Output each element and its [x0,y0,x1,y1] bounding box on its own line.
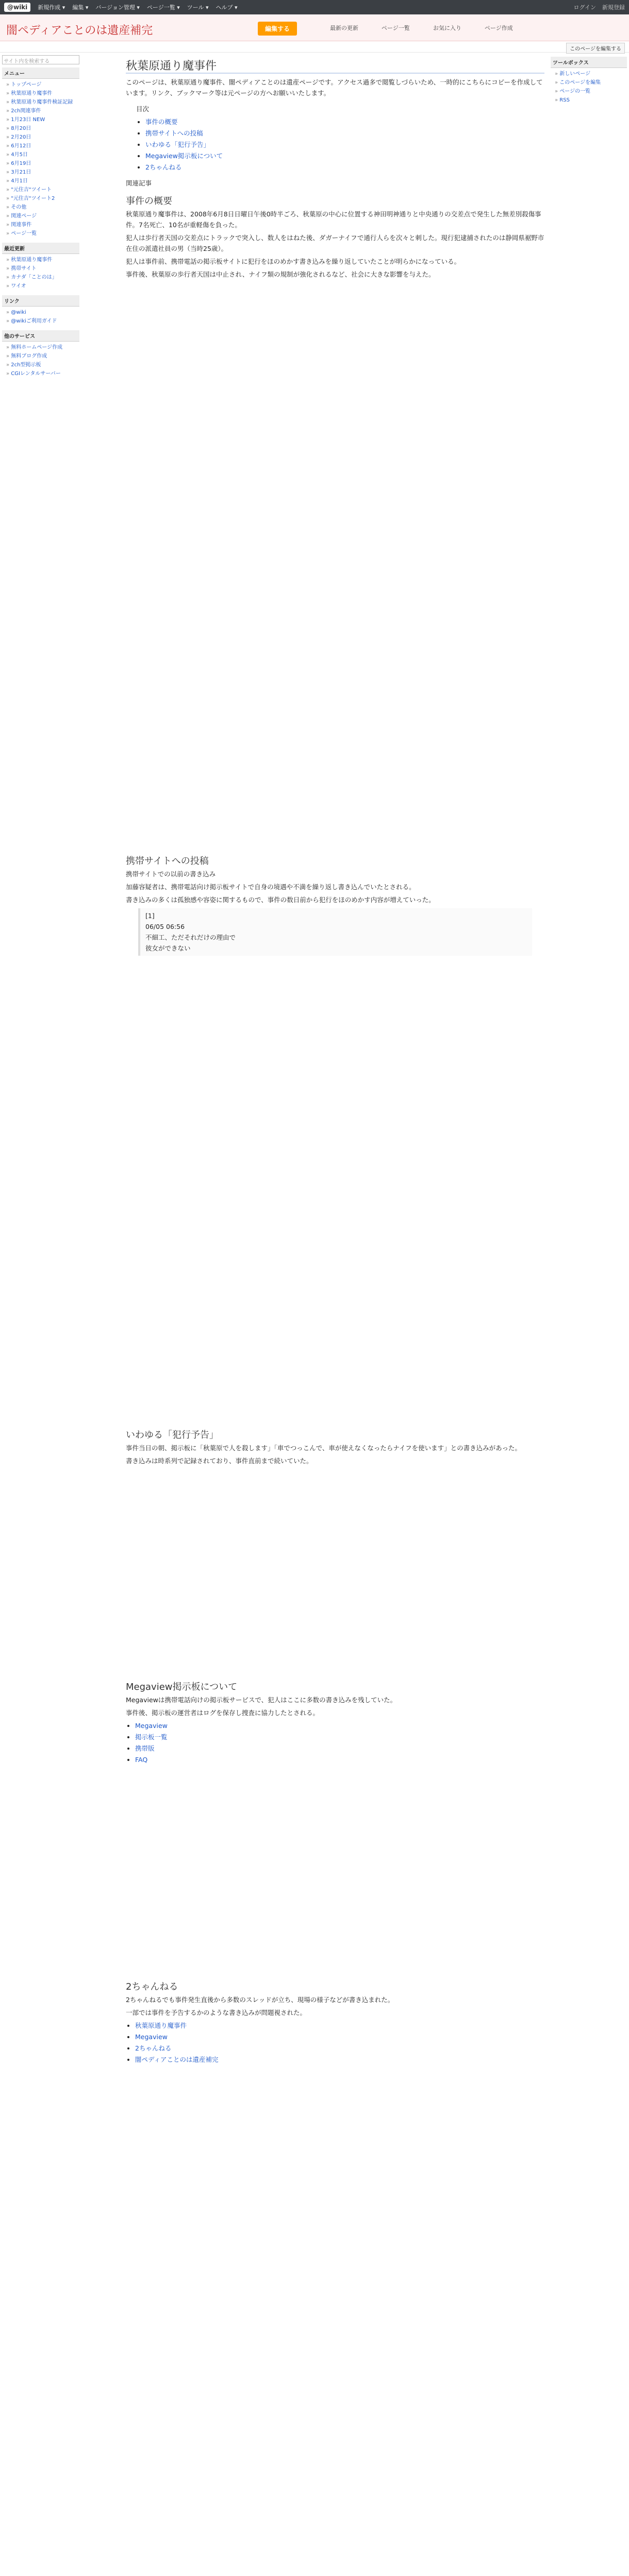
menu-item[interactable] [6,229,77,238]
recent-item-link[interactable]: 携帯サイト [11,266,37,272]
paragraph: 事件後、秋葉原の歩行者天国は中止され、ナイフ類の規制が強化されるなど、社会に大きな影響を与えた。 [126,270,435,278]
mega-item[interactable] [135,1743,544,1754]
menu-help[interactable]: ヘルプ ▾ [216,4,238,11]
recent-changes-button[interactable]: 最新の更新 [330,25,358,31]
toc-item-link[interactable]: 事件の概要 [145,118,178,126]
menu-item[interactable] [6,203,77,212]
menu-item-link[interactable]: 6月12日 [11,143,31,149]
menu-item-link[interactable]: 2ch関連事件 [11,108,41,114]
link-item[interactable] [6,317,77,326]
menu-item-link[interactable]: 秋葉原通り魔事件検証記録 [11,99,73,105]
menu-item-link[interactable]: 2月20日 [11,134,31,140]
wiki-logo[interactable]: @wiki [4,3,30,12]
related-link-item-link[interactable]: 闇ペディアことのは遺産補完 [135,2056,219,2063]
section-2ch-heading: 2ちゃんねる [126,1981,178,1992]
spacer [126,959,544,1422]
paragraph: Megaviewは携帯電話向けの掲示板サービスで、犯人はここに多数の書き込みを残していた。 [126,1696,397,1704]
page-list-button[interactable]: ページ一覧 [382,25,410,31]
recent-item[interactable] [6,273,77,282]
menu-item-link[interactable]: "元住吉"ツイート [11,187,52,193]
related-link-item[interactable] [135,2054,544,2065]
menu-item-link[interactable]: トップページ [11,82,42,88]
yokoku-section [126,1443,544,1466]
toc-label: 目次 [136,105,150,113]
site-title[interactable]: 闇ペディアことのは遺産補完 [6,24,153,37]
quote-block [138,908,532,956]
toolbox-item[interactable] [555,78,625,87]
quote-line: 彼女ができない [145,944,191,952]
recent-item-link[interactable]: 秋葉原通り魔事件 [11,257,53,263]
recent-list [2,254,79,292]
link-item-link[interactable]: @wikiご利用ガイド [11,318,57,324]
menu-item[interactable] [6,115,77,124]
related-link-item-link[interactable]: 2ちゃんねる [135,2044,172,2052]
menu-item[interactable] [6,89,77,98]
related-link-item-link[interactable]: 秋葉原通り魔事件 [135,2022,187,2029]
other-service-item[interactable] [6,361,77,369]
toolbox-item[interactable] [555,70,625,78]
toc-item-link[interactable]: Megaview掲示板について [145,152,223,160]
menu-item[interactable] [6,133,77,142]
menu-item[interactable] [6,124,77,133]
link-item-link[interactable]: @wiki [11,310,26,315]
intro-text: このページは、秋葉原通り魔事件、闇ペディアことのは遺産ページです。アクセス過多で閲覧しづらいため、一時的にこちらにコピーを作成しています。リンク、ブックマーク等は元ページの方へお願いいたします。 [126,78,543,97]
mega-item-link[interactable]: FAQ [135,1756,148,1764]
mega-section [126,1694,544,1718]
menu-heading: メニュー [2,67,79,79]
quote-line: 不細工、ただそれだけの理由で [145,934,236,941]
favorites-button[interactable]: お気に入り [433,25,461,31]
toc-item[interactable] [145,150,544,161]
paragraph: 犯人は歩行者天国の交差点にトラックで突入し、数人をはねた後、ダガーナイフで通行人らを次々と刺した。現行犯逮捕されたのは静岡県裾野市在住の派遣社員の男（当時25歳）。 [126,234,544,252]
menu-item-link[interactable]: 関連ページ [11,213,37,219]
other-service-item-link[interactable]: 無料ホームページ作成 [11,345,63,350]
mega-list [135,1720,544,1765]
mega-item-link[interactable]: 掲示板一覧 [135,1733,168,1741]
breadcrumb [0,41,629,53]
toolbox-item-link[interactable]: このページを編集 [559,80,601,86]
menu-item-link[interactable]: 4月1日 [11,178,28,184]
summary-section [126,209,544,280]
related-link-item[interactable] [135,2020,544,2031]
toolbox-item[interactable] [555,87,625,96]
mega-item-link[interactable]: Megaview [135,1722,168,1730]
spacer [126,1468,544,1674]
menu-edit[interactable]: 編集 ▾ [72,4,89,11]
menu-item-link[interactable]: 6月19日 [11,161,31,166]
related-link-item[interactable] [135,2043,544,2054]
section-keitai-heading: 携帯サイトへの投稿 [126,856,209,867]
mega-item-link[interactable]: 携帯版 [135,1744,155,1752]
menu-item-link[interactable]: 8月20日 [11,126,31,131]
menu-version[interactable]: バージョン管理 ▾ [95,4,140,11]
toc-item[interactable] [145,139,544,150]
top-toolbar [0,0,629,14]
toc-item-link[interactable]: 2ちゃんねる [145,163,182,171]
right-sidebar [551,54,627,106]
menu-new[interactable]: 新規作成 ▾ [38,4,65,11]
menu-tools[interactable]: ツール ▾ [187,4,209,11]
paragraph: 書き込みの多くは孤独感や容姿に関するもので、事件の数日前から犯行をほのめかす内容が増えていった。 [126,896,435,904]
menu-pages[interactable]: ページ一覧 ▾ [146,4,180,11]
toc-item-link[interactable]: 携帯サイトへの投稿 [145,129,203,137]
toc-item[interactable] [145,128,544,139]
section-summary-heading: 事件の概要 [126,196,172,207]
menu-item[interactable] [6,150,77,159]
other-service-item-link[interactable]: 2ch型掲示板 [11,362,41,368]
section-mega-heading: Megaview掲示板について [126,1682,238,1692]
menu-item[interactable] [6,194,77,203]
paragraph: 犯人は事件前、携帯電話の掲示板サイトに犯行をほのめかす書き込みを繰り返していたことが明らかになっている。 [126,258,461,265]
paragraph: 加藤容疑者は、携帯電話向け掲示板サイトで自身の境遇や不満を繰り返し書き込んでいたとされる。 [126,883,416,891]
spacer [126,1768,544,1974]
site-header [0,14,629,41]
search-input[interactable]: サイト内を検索する [2,55,79,64]
register-link[interactable]: 新規登録 [602,4,625,11]
menu-item[interactable] [6,98,77,107]
menu-item[interactable] [6,212,77,221]
2ch-section [126,1994,544,2018]
related-link-item-link[interactable]: Megaview [135,2033,168,2041]
toolbox-item-link[interactable]: ページの一覧 [559,89,591,94]
paragraph: 書き込みは時系列で記録されており、事件直前まで続いていた。 [126,1457,313,1465]
toolbox-item[interactable] [555,96,625,105]
recent-item-link[interactable]: ワイオ [11,283,26,289]
keitai-subtitle: 携帯サイトでの以前の書き込み [126,870,216,878]
paragraph: 2ちゃんねるでも事件発生直後から多数のスレッドが立ち、現場の様子などが書き込まれた。 [126,1996,394,2004]
menu-item-link[interactable]: "元住吉"ツイート2 [11,196,55,201]
other-heading: 他のサービス [2,330,79,342]
edit-this-page-button[interactable]: このページを編集する [566,43,625,54]
menu-item-link[interactable]: 3月21日 [11,170,31,175]
menu-item-link[interactable]: 4月5日 [11,152,28,158]
menu-item-link[interactable]: その他 [11,205,27,210]
menu-item[interactable] [6,159,77,168]
recent-heading: 最近更新 [2,243,79,254]
quote-line: [1] [145,912,155,920]
other-service-item[interactable] [6,369,77,378]
spacer [126,282,544,849]
paragraph: 事件当日の朝、掲示板に「秋葉原で人を殺します」「車でつっこんで、車が使えなくなったらナイフを使います」との書き込みがあった。 [126,1444,522,1452]
create-page-button[interactable]: ページ作成 [485,25,513,31]
menu-item-link[interactable]: 関連事件 [11,222,32,228]
menu-item-link[interactable]: 秋葉原通り魔事件 [11,91,53,96]
menu-item[interactable] [6,80,77,89]
links-list [2,307,79,327]
link-item[interactable] [6,308,77,317]
page-title: 秋葉原通り魔事件 [126,61,544,74]
related-label: 関連記事 [126,179,152,187]
menu-item[interactable] [6,185,77,194]
other-service-item[interactable] [6,352,77,361]
login-link[interactable]: ログイン [573,4,596,11]
links-heading: リンク [2,295,79,307]
paragraph: 事件後、掲示板の運営者はログを保存し捜査に協力したとされる。 [126,1709,320,1717]
main-content [126,54,544,2068]
mega-item[interactable] [135,1732,544,1742]
keitai-section [126,882,544,905]
edit-button[interactable]: 編集する [258,22,297,36]
toc-item-link[interactable]: いわゆる「犯行予告」 [145,141,210,148]
mega-item[interactable] [135,1720,544,1731]
table-of-contents [136,104,544,173]
section-yokoku-heading: いわゆる「犯行予告」 [126,1430,219,1440]
mega-item[interactable] [135,1754,544,1765]
toolbox-heading: ツールボックス [551,57,627,68]
toc-item[interactable] [145,116,544,127]
quote-line: 06/05 06:56 [145,923,185,930]
menu-item[interactable] [6,107,77,115]
menu-item[interactable] [6,142,77,150]
recent-item-link[interactable]: カナダ「ことのは」 [11,275,57,280]
other-service-item-link[interactable]: CGIレンタルサーバー [11,371,61,377]
toolbox-item-link[interactable]: 新しいページ [559,71,591,77]
menu-item[interactable] [6,177,77,185]
other-service-item-link[interactable]: 無料ブログ作成 [11,353,47,359]
menu-item-link[interactable]: 1月23日 NEW [11,117,45,123]
menu-list [2,79,79,240]
recent-item[interactable] [6,256,77,264]
paragraph: 一部では事件を予告するかのような書き込みが問題視された。 [126,2009,307,2016]
toc-item[interactable] [145,162,544,173]
toolbox-item-link[interactable]: RSS [559,97,570,103]
menu-item-link[interactable]: ページ一覧 [11,231,37,236]
paragraph: 秋葉原通り魔事件は、2008年6月8日日曜日午後0時半ごろ、秋葉原の中心に位置する神田明神通りと中央通りの交差点で発生した無差別殺傷事件。7名死亡、10名が重軽傷を負った。 [126,210,541,229]
menu-item[interactable] [6,221,77,229]
recent-item[interactable] [6,282,77,291]
menu-item[interactable] [6,168,77,177]
recent-item[interactable] [6,264,77,273]
toolbox-list [551,68,627,106]
other-service-item[interactable] [6,343,77,352]
related-link-item[interactable] [135,2031,544,2042]
left-sidebar [2,54,79,380]
other-services-list [2,342,79,380]
related-links-list [135,2020,544,2065]
toc-list [145,116,544,173]
